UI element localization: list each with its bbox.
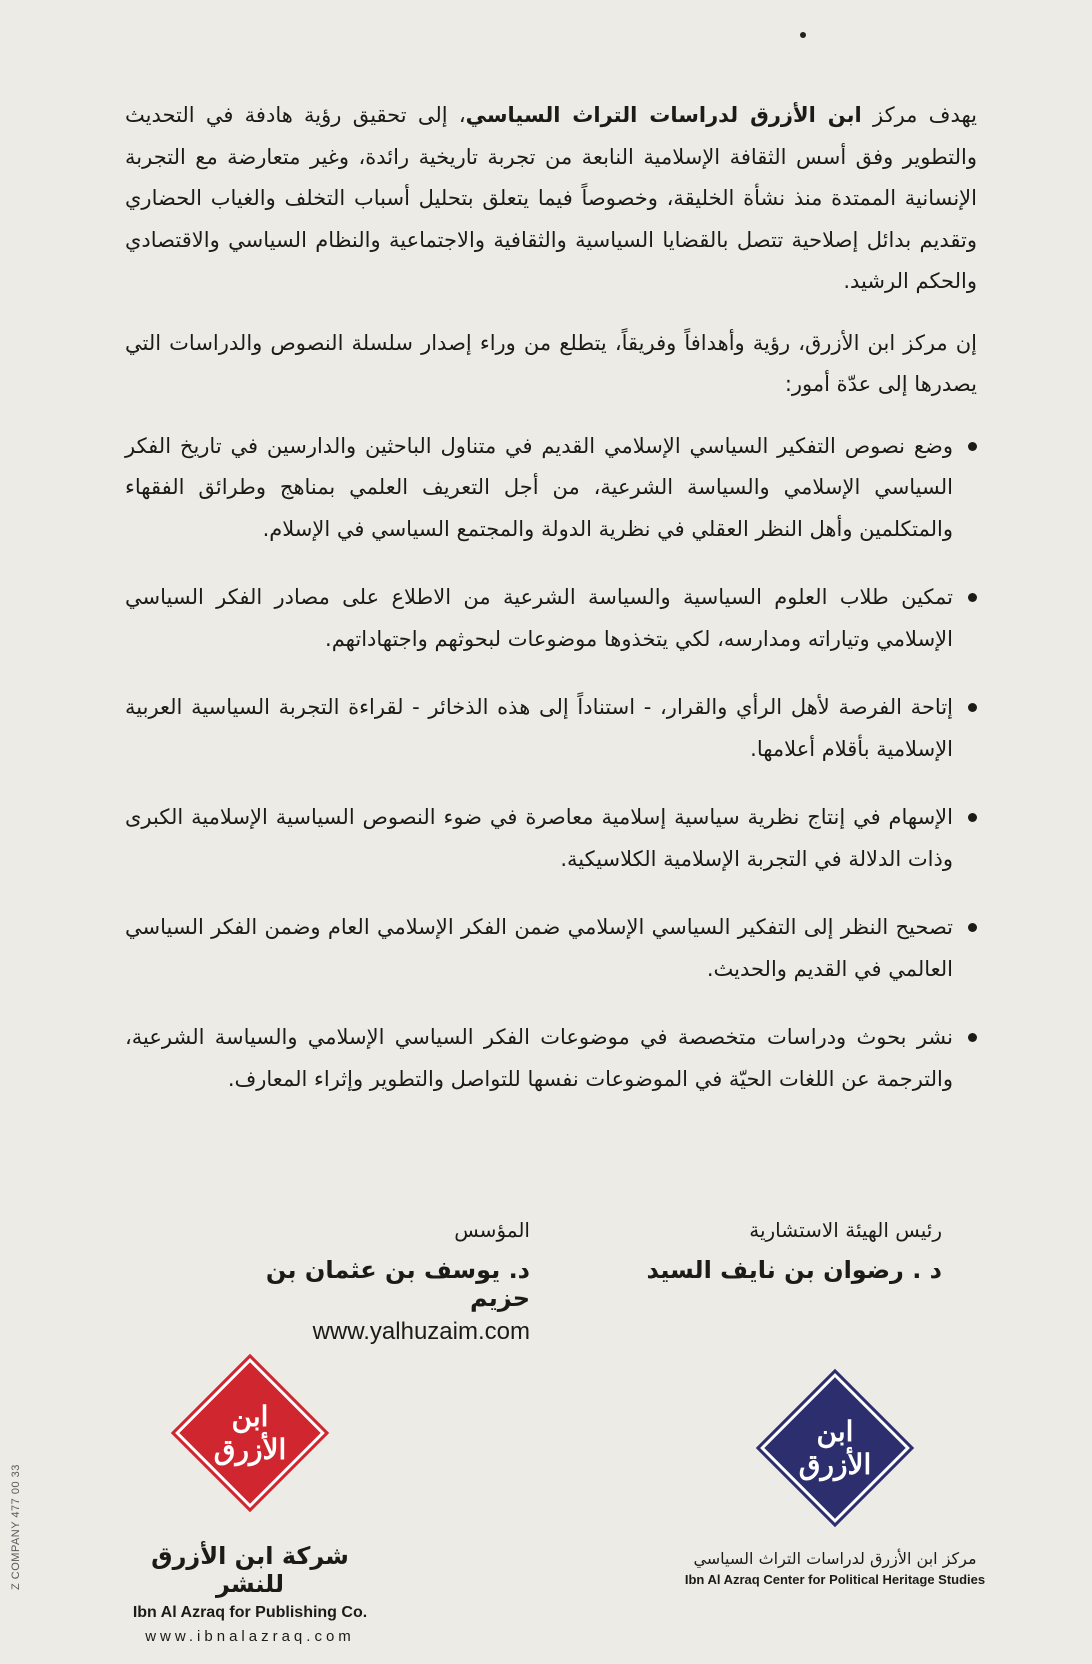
- center-logo-icon: [760, 1373, 910, 1523]
- goal-item: [125, 797, 977, 880]
- publisher-block: [120, 1380, 380, 1645]
- goal-text: وضع نصوص التفكير السياسي الإسلامي القديم في متناول الباحثين والدارسين في تاريخ الفكر السياسي الإسلامي والسياسة الشرعية، من أجل التعريف العلمي بمناهج وطرائق الفقهاء والمتكلمين وأهل النظر العقلي في نظرية الدولة والمجتمع السياسي في الإسلام.: [125, 433, 953, 541]
- advisory-name: د . رضوان بن نايف السيد: [646, 1256, 942, 1284]
- goals-list: [125, 426, 977, 1101]
- founder-signature: [200, 1218, 530, 1346]
- goal-text: تمكين طلاب العلوم السياسية والسياسة الشرعية من الاطلاع على مصادر الفكر السياسي الإسلامي وتياراته ومدارسه، لكي يتخذوها موضوعات لبحوثهم واجتهاداتهم.: [125, 585, 953, 651]
- center-logo-text: ابن الأزرق: [798, 1415, 872, 1481]
- bullet-icon: [968, 442, 977, 451]
- publisher-website-link[interactable]: www.ibnalazraq.com: [145, 1628, 355, 1645]
- bullet-icon: [968, 593, 977, 602]
- publisher-name-ar: شركة ابن الأزرق للنشر: [151, 1542, 349, 1598]
- intro-paragraph-2: إن مركز ابن الأزرق، رؤية وأهدافاً وفريقاً، يتطلع من وراء إصدار سلسلة النصوص والدراسات التي يصدرها إلى عدّة أمور:: [125, 330, 977, 396]
- center-name-ar: مركز ابن الأزرق لدراسات التراث السياسي: [693, 1549, 977, 1568]
- goal-item: [125, 687, 977, 770]
- intro-p1-start: يهدف مركز: [861, 103, 977, 127]
- print-speck: [800, 32, 806, 38]
- center-name-en: Ibn Al Azraq Center for Political Heritage Studies: [684, 1572, 986, 1587]
- publisher-name-en: Ibn Al Azraq for Publishing Co.: [132, 1604, 368, 1621]
- bullet-icon: [968, 1033, 977, 1042]
- goal-text: الإسهام في إنتاج نظرية سياسية إسلامية معاصرة في ضوء النصوص السياسية الإسلامية الكبرى وذات الدلالة في التجربة الإسلامية الكلاسيكية.: [125, 805, 953, 871]
- goal-item: [125, 907, 977, 990]
- body-text: [125, 95, 977, 1127]
- center-block: [655, 1395, 1015, 1587]
- goal-item: [125, 577, 977, 660]
- goal-item: [125, 426, 977, 551]
- publisher-logo-text: ابن الأزرق: [213, 1400, 287, 1466]
- founder-name: د. يوسف بن عثمان بن حزيم: [265, 1256, 530, 1312]
- bullet-icon: [968, 923, 977, 932]
- bullet-icon: [968, 703, 977, 712]
- goal-item: [125, 1017, 977, 1100]
- advisory-signature: [612, 1218, 942, 1290]
- publisher-logo-icon: [175, 1358, 325, 1508]
- center-name-bold: ابن الأزرق لدراسات التراث السياسي: [465, 103, 862, 127]
- bullet-icon: [968, 813, 977, 822]
- advisory-role: رئيس الهيئة الاستشارية: [749, 1218, 942, 1242]
- signatures: [0, 1218, 1092, 1345]
- intro: [125, 95, 977, 406]
- goal-text: تصحيح النظر إلى التفكير السياسي الإسلامي ضمن الفكر الإسلامي العام وضمن الفكر السياسي العالمي في القديم والحديث.: [125, 915, 953, 981]
- intro-p1-rest: ، إلى تحقيق رؤية هادفة في التحديث والتطوير وفق أسس الثقافة الإسلامية النابعة من تجربة تاريخية رائدة، وغير متعارضة مع التجربة الإنسانية الممتدة منذ نشأة الخليقة، وخصوصاً فيما يتعلق بتحليل أسباب التخلف والغياب الحضاري وتقديم بدائل إصلاحية تتصل بالقضايا السياسية والثقافية والاجتماعية والنظام السياسي والاقتصادي والحكم الرشيد.: [125, 103, 977, 293]
- intro-paragraph-1: [125, 95, 977, 303]
- founder-website-link[interactable]: www.yalhuzaim.com: [312, 1318, 530, 1345]
- goal-text: نشر بحوث ودراسات متخصصة في موضوعات الفكر السياسي الإسلامي والسياسة الشرعية، والترجمة عن اللغات الحيّة في الموضوعات نفسها للتواصل والتطوير وإثراء المعارف.: [125, 1025, 953, 1091]
- goal-text: إتاحة الفرصة لأهل الرأي والقرار، - استناداً إلى هذه الذخائر - لقراءة التجربة السياسية العربية الإسلامية بأقلام أعلامها.: [125, 695, 953, 761]
- founder-role: المؤسس: [454, 1218, 530, 1242]
- print-code: Z COMPANY 477 00 33: [10, 1464, 22, 1590]
